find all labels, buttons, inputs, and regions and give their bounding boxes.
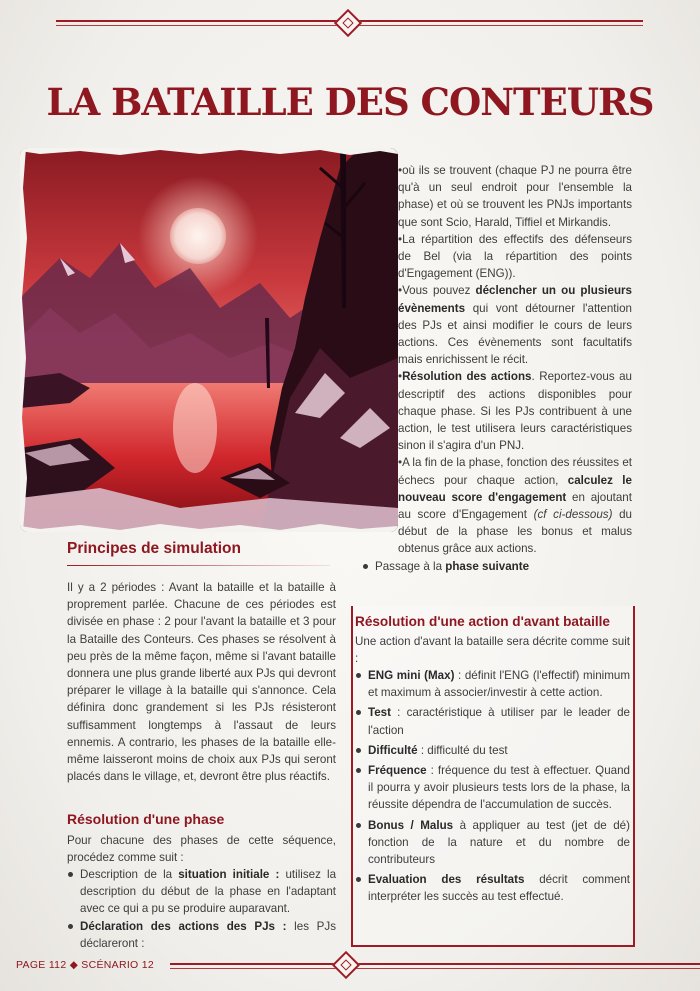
- action-box-list: [355, 667, 630, 906]
- list-item: ENG mini (Max) : définit l'ENG (l'effectif) minimum et maximum à associer/investir à cette action.: [355, 667, 630, 701]
- list-item: Fréquence : fréquence du test à effectuer. Quand il pourra y avoir plusieurs tests lors de la phase, la réussite dépendra de l'accumulation de succès.: [355, 762, 630, 814]
- list-item: Description de la situation initiale : utilisez la description du début de la phase en l'adaptant avec ce qui a pu se produire auparavant.: [67, 866, 336, 918]
- list-item: Passage à la phase suivante: [362, 558, 632, 575]
- principles-heading-rule: [67, 565, 330, 566]
- blood-moon-illustration: [20, 148, 398, 532]
- page-title: LA BATAILLE DES CONTEURS: [46, 80, 654, 124]
- list-item: •où ils se trouvent (chaque PJ ne pourra être qu'à un seul endroit pour l'ensemble la phase) et où se trouvent les PNJs importants que sont Scio, Harald, Tiffiel et Mirkandis.: [398, 164, 632, 229]
- list-item: Déclaration des actions des PJs : les PJs déclareront :: [67, 918, 336, 952]
- list-item: •Vous pouvez déclencher un ou plusieurs évènements qui vont détourner l'attention des PJs et ainsi modifier le cours de leurs actions. Ces évènements sont facultatifs mais enrichissent le récit.: [398, 284, 632, 367]
- action-box-heading: Résolution d'une action d'avant bataille: [355, 614, 610, 629]
- phase-declarations-list: [398, 162, 632, 558]
- action-box-intro: Une action d'avant la bataille sera décrite comme suit :: [355, 635, 630, 666]
- bottom-ornament-line: [170, 963, 700, 965]
- top-ornament-diamond-icon: [334, 9, 362, 37]
- list-item: •La répartition des effectifs des défenseurs de Bel (via la répartition des points d'Engagement (ENG)).: [398, 232, 632, 281]
- page-number: PAGE 112: [16, 959, 67, 971]
- list-item: Bonus / Malus à appliquer au test (jet de dé) fonction de la nature et du nombre de contributeurs: [355, 817, 630, 869]
- list-item: Test : caractéristique à utiliser par le leader de l'action: [355, 704, 630, 738]
- principles-heading: Principes de simulation: [67, 540, 241, 557]
- scenario-label: SCÉNARIO 12: [81, 959, 155, 971]
- phase-steps-list: [67, 866, 336, 952]
- phase-intro: Pour chacune des phases de cette séquence, procédez comme suit :: [67, 834, 336, 865]
- page-footer: [16, 959, 154, 971]
- next-phase-item: [362, 558, 632, 575]
- footer-separator-icon: ◆: [69, 959, 79, 971]
- list-item: Evaluation des résultats décrit comment interpréter les succès au test effectué.: [355, 871, 630, 905]
- list-item: Difficulté : difficulté du test: [355, 742, 630, 759]
- phase-heading: Résolution d'une phase: [67, 811, 225, 827]
- bottom-ornament-line-inner: [170, 968, 700, 969]
- bottom-ornament-diamond-icon: [332, 951, 360, 979]
- list-item: •A la fin de la phase, fonction des réussites et échecs pour chaque action, calculez le nouveau score d'engagement en ajoutant au score d'Engagement (cf ci-dessous) du début de la phase les bonus et malus obtenus grâce aux actions.: [398, 456, 632, 556]
- list-item: •Résolution des actions. Reportez-vous au descriptif des actions disponibles pour chaque phase. Si les PJs contribuent à une action, le test utilisera leurs caractéristiques sinon il s'agira d'un PNJ.: [398, 370, 632, 453]
- principles-text: Il y a 2 périodes : Avant la bataille et la bataille à proprement parlée. Chacune de ces périodes est divisée en phase : 2 pour l'avant la bataille et 3 pour la Bataille des Conteurs. Ces phases se résolvent à peu près de la même façon, même si l'avant bataille donnera une plus grande liberté aux PJs qui devront préparer le village à la bataille qui s'annonce. Cela définira donc grandement si les PJs résisteront suffisamment longtemps à l'assaut de leurs ennemis. A contrario, les phases de la bataille elle-même laisseront moins de choix aux PJs qui seront placés dans le village, et, devront être plus réactifs.: [67, 581, 336, 784]
